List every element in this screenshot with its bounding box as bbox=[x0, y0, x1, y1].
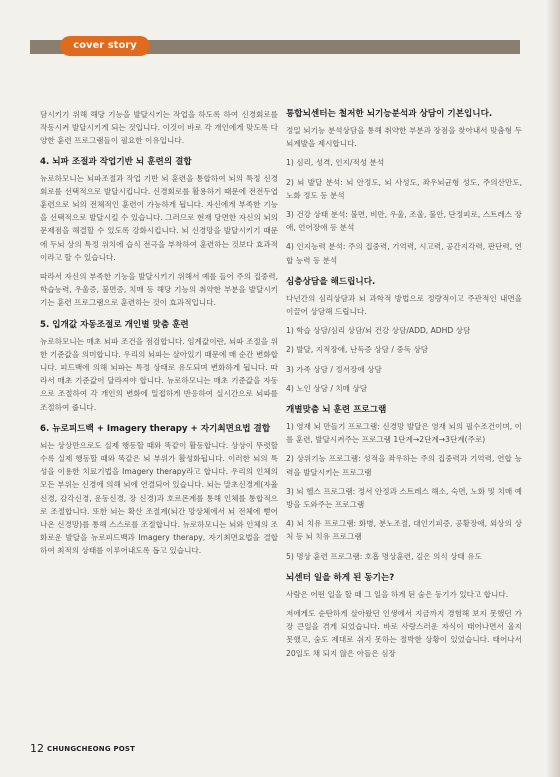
list-item: 2) 발달, 지적장애, 난독증 상담 / 중독 상담 bbox=[286, 345, 429, 355]
intro-paragraph: 담시키기 위해 해당 기능을 발달시키는 작업을 하도록 하여 신경회로를 작동시켜 발달시키게 되는 것입니다. 이것이 바로 각 개인에게 맞도록 다양한 훈련 프로그램들이 필요한 이유입니다. bbox=[40, 110, 278, 146]
section-6-title: 6. 뉴로피드백 + Imagery therapy + 자기최면요법 결합 bbox=[40, 423, 271, 434]
right-section-2-paragraph: 다년간의 심리상담과 뇌 과학적 방법으로 정량적이고 주관적인 내면을 이끌어 상담해 드립니다. bbox=[286, 293, 522, 317]
section-5-paragraph-1: 뉴로하모니는 매초 뇌파 조건을 점검합니다. 임계값이란, 뇌파 조절을 위한 기준값을 의미합니다. 우리의 뇌파는 살아있기 때문에 매 순간 변화합니다. 피드백에 의해 뇌파는 특정 상태로 유도되며 변화하게 됩니다. 따라서 매초 기준값이 달라져야 합니다. 뉴로하모니는 매초 기준값을 자동으로 조절하여 각 개인의 변화에 밀접하게 반응하여 실시간으로 뇌파를 조절하여 줍니다. bbox=[40, 336, 278, 412]
right-section-2 bbox=[286, 276, 522, 395]
right-section-1-title: 통합뇌센터는 철저한 뇌기능분석과 상담이 기본입니다. bbox=[286, 109, 493, 119]
list-item: 1) 영재 뇌 만들기 프로그램: 신경망 발달은 영재 뇌의 필수조건이며, 이를 훈련, 발달시켜주는 프로그램 1단계→2단계→3단계(주로) bbox=[286, 422, 522, 445]
list-item: 3) 뇌 헬스 프로그램: 정서 안정과 스트레스 해소, 숙면, 노화 및 치매 예방을 도와주는 프로그램 bbox=[286, 486, 522, 510]
section-5-title: 5. 입개값 자동조절로 개인별 맞춤 훈련 bbox=[40, 319, 189, 330]
list-item: 4) 뇌 치유 프로그램: 화병, 분노조절, 대인기피증, 공황장애, 외상의 상처 등 뇌 치유 프로그램 bbox=[286, 519, 522, 542]
left-column bbox=[40, 108, 278, 567]
right-section-4 bbox=[286, 572, 522, 660]
list-item: 4) 노인 상담 / 치매 상담 bbox=[286, 383, 368, 393]
right-section-1-paragraph: 정밀 뇌기능 분석상담을 통해 취약한 부분과 장점을 찾아내서 맞춤형 두뇌계발을 제시합니다. bbox=[286, 126, 522, 149]
page-number: 12 bbox=[30, 742, 44, 755]
page-spine-shadow bbox=[546, 0, 560, 777]
section-6-paragraph-1: 뇌는 상상만으로도 실제 행동할 때와 똑같이 활동합니다. 상상이 뚜렷할수록 실제 행동할 때와 똑같은 뇌 부위가 활성화됩니다. 이러한 뇌의 특성을 이용한 치료기법을 Imagery therapy라고 합니다. 우리의 인체의 모든 부위는 신경에 의해 뇌에 연결되어 있습니다. 뇌는 말초신경계(자율신경, 감각신경, 운동신경, 장 신경)과 호르몬계를 통해 인체를 통합적으로 조절합니다. 또한 뇌는 확산 조절계(뇌간 망상체에서 뇌 전체에 뻗어 나온 신경망)를 통해 스스로를 조절합니다. 뉴로하모니는 뇌와 인체의 조화로운 발달을 뉴로피드백과 Imagery therapy, 자기최면요법을 결합하여 최적의 상태를 이루어내도록 돕고 있습니다. bbox=[40, 440, 278, 556]
list-item: 4) 인지능력 분석: 주의 집중력, 기억력, 시고력, 공간지각력, 판단력, 연합 능력 등 분석 bbox=[286, 242, 522, 265]
right-section-4-title: 뇌센터 일을 하게 된 동기는? bbox=[286, 572, 395, 583]
right-section-3 bbox=[286, 404, 522, 563]
right-section-4-paragraph-1: 사람은 어떤 일을 할 때 그 일을 하게 된 숨은 동기가 있다고 합니다. bbox=[286, 589, 509, 599]
list-item: 3) 가족 상담 / 정서장애 상담 bbox=[286, 364, 382, 374]
right-section-4-paragraph-2: 저에게도 순탄하게 살아왔던 인생에서 지금까지 경험해 보지 못했던 가장 큰일을 겪게 되었습니다. 바로 사랑스러운 자식이 태어나면서 울지 못했고, 숨도 제대로 쉬지 못하는 절박한 상황이 있었습니다. 태어나서 20일도 채 되지 않은 아들은 심장 bbox=[286, 609, 522, 658]
section-tag: cover story bbox=[60, 36, 150, 56]
list-item: 1) 학습 상담/심리 상담/뇌 건강 상담/ADD, ADHD 상담 bbox=[286, 326, 471, 336]
right-section-3-title: 개별맞춤 뇌 훈련 프로그램 bbox=[286, 405, 387, 416]
right-section-2-title: 심층상담을 해드립니다. bbox=[286, 276, 376, 287]
publication-name: CHUNGCHEONG POST bbox=[47, 745, 136, 753]
list-item: 2) 상위기능 프로그램: 성적을 좌우하는 주의 집중력과 기억력, 연합 능력을 발달시키는 프로그램 bbox=[286, 454, 522, 477]
list-item: 1) 심리, 성격, 인지/적성 분석 bbox=[286, 158, 385, 168]
list-item: 2) 뇌 발달 분석: 뇌 안정도, 뇌 사성도, 좌우뇌균형 성도, 주의산만도, 노화 정도 등 분석 bbox=[286, 177, 522, 200]
list-item: 5) 명상 훈련 프로그램: 호흡 명상훈련, 깊은 의식 상태 유도 bbox=[286, 551, 482, 561]
right-section-1 bbox=[286, 108, 522, 267]
section-5 bbox=[40, 319, 278, 414]
section-4-paragraph-2: 따라서 자신의 부족한 기능을 발달시키기 위해서 예를 들어 주의 집중력, 학습능력, 우울증, 불면증, 치매 등 해당 기능의 취약한 부분을 발달시키기는 훈련 프로그램으로 훈련하는 것이 효과적입니다. bbox=[40, 272, 278, 308]
section-4 bbox=[40, 156, 278, 310]
section-6 bbox=[40, 423, 278, 558]
list-item: 3) 건강 상태 분석: 불면, 비만, 우울, 조울, 불안, 단정피로, 스트레스 장애, 언어장애 등 분석 bbox=[286, 210, 522, 233]
right-column bbox=[286, 108, 522, 669]
section-4-paragraph-1: 뉴로하모니는 뇌파조절과 작업 기반 뇌 훈련을 통합하여 뇌의 특정 신경회로를 선택적으로 발달시킵니다. 신경회로를 활용하기 때문에 전전두엽 훈련으로 뇌의 전체적인 훈련이 가능하게 됩니다. 자신에게 부족한 기능을 선택적으로 발달시킬 수 있습니다. 그러므로 현재 당면한 자신의 뇌의 문제점을 해결할 수 있도록 강화시킵니다. 뇌 신경망을 발달시키기 때문에 두뇌 상의 특정 위치에 습식 전극을 부착하여 훈련하는 것보다 효과적이라고 할 수 있습니다. bbox=[40, 173, 278, 262]
section-4-title: 4. 뇌파 조절과 작업기반 뇌 훈련의 결합 bbox=[40, 156, 192, 167]
